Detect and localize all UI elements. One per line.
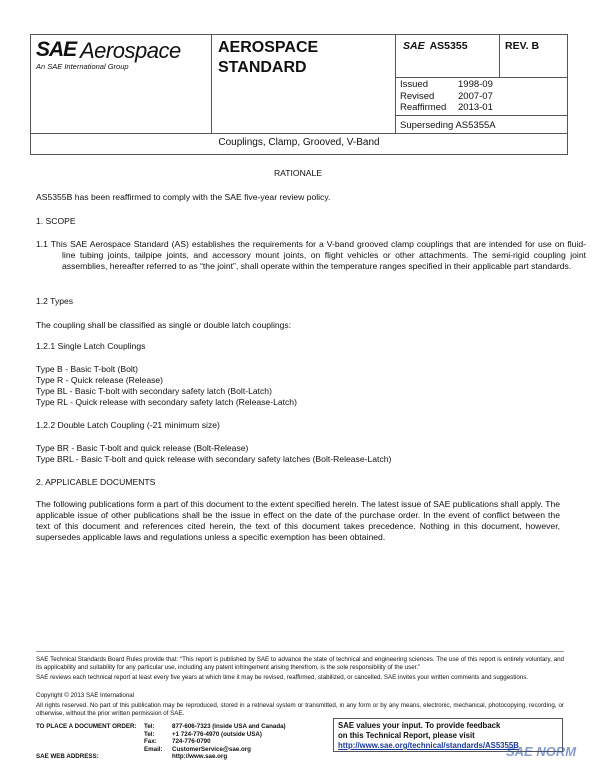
types-heading: 1.2 Types: [36, 296, 74, 306]
double-latch-list: [36, 443, 560, 465]
single-latch-heading: 1.2.1 Single Latch Couplings: [36, 341, 146, 351]
email-link[interactable]: CustomerService@sae.org: [172, 745, 251, 753]
double-latch-heading: 1.2.2 Double Latch Coupling (-21 minimum size): [36, 420, 220, 430]
copyright: Copyright © 2013 SAE International: [36, 692, 135, 699]
applicable-heading: 2. APPLICABLE DOCUMENTS: [36, 477, 156, 487]
watermark: SAE NORM: [506, 744, 577, 759]
types-text: The coupling shall be classified as single or double latch couplings:: [36, 320, 292, 330]
scope-paragraph: 1.1 This SAE Aerospace Standard (AS) establishes the requirements for a V-band grooved clamp couplings that are intended for use on fluid-line tubing joints, tailpipe joints, and accessory mount joints, on flight vehicles or other attachments. The semi-rigid coupling joint assemblies, hereafter referred to as “the joint”, shall operate within the temperature ranges specified in their applicable part standards.: [36, 239, 586, 271]
logo-subtitle: An SAE International Group: [36, 62, 129, 71]
order-contact: TO PLACE A DOCUMENT ORDER: Tel: 877-606-7323 (inside USA and Canada) Tel: +1 724-776-4970 (outside USA) Fax: 724-776-0790 Email: CustomerService@sae.org SAE WEB ADDRESS: http://www.sae.org: [36, 723, 286, 761]
rights-note: All rights reserved. No part of this publication may be reproduced, stored in a retrieval system or transmitted, in any form or by any means, electronic, mechanical, photocopying, recording, or otherwise, without the prior written permission of SAE.: [36, 702, 564, 717]
footer-divider: [36, 651, 564, 652]
logo-sae: SAE: [36, 38, 77, 61]
list-item: Type B - Basic T-bolt (Bolt): [36, 364, 139, 374]
revision-label: REV. B: [505, 40, 540, 52]
superseding-note: Superseding AS5355A: [400, 120, 496, 131]
board-rules: SAE Technical Standards Board Rules provide that: “This report is published by SAE to advance the state of technical and engineering sciences. The use of this report is entirely voluntary, and its applicability and suitability for any particular use, including any patent infringement arising therefrom, is the sole responsibility of the user.”: [36, 656, 564, 671]
document-title: Couplings, Clamp, Grooved, V-Band: [30, 132, 568, 155]
standard-type: AEROSPACE STANDARD: [218, 39, 319, 76]
rationale-heading: RATIONALE: [273, 168, 323, 178]
list-item: Type RL - Quick release with secondary safety latch (Release-Latch): [36, 397, 297, 407]
document-dates: Issued 1998-09 Revised 2007-07 Reaffirmed 2013-01: [400, 79, 493, 113]
sae-mini-logo: SAE: [403, 40, 425, 52]
review-note: SAE reviews each technical report at least every five years at which time it may be revised, reaffirmed, stabilized, or cancelled. SAE invites your written comments and suggestions.: [36, 674, 529, 681]
list-item: Type BL - Basic T-bolt with secondary safety latch (Bolt-Latch): [36, 386, 272, 396]
logo-aerospace: Aerospace: [80, 38, 181, 63]
web-link[interactable]: http://www.sae.org: [172, 753, 228, 761]
scope-heading: 1. SCOPE: [36, 216, 76, 226]
single-latch-list: [36, 364, 560, 408]
rationale-text: AS5355B has been reaffirmed to comply with the SAE five-year review policy.: [36, 192, 331, 202]
list-item: Type R - Quick release (Release): [36, 375, 164, 385]
feedback-box: SAE values your input. To provide feedback on this Technical Report, please visit http://www.sae.org/technical/standards/AS5355B: [333, 718, 563, 752]
feedback-link[interactable]: http://www.sae.org/technical/standards/AS5355B: [338, 741, 519, 750]
applicable-paragraph: The following publications form a part of this document to the extent specified herein. The latest issue of SAE publications shall apply. The applicable issue of other publications shall be the issue in effect on the date of the purchase order. In the event of conflict between the text of this document and references cited herein, the text of this document takes precedence. Nothing in this document, however, supersedes applicable laws and regulations unless a specific exemption has been obtained.: [36, 499, 560, 542]
document-number: SAE AS5355: [403, 40, 468, 52]
list-item: Type BRL - Basic T-bolt and quick release with secondary safety latches (Bolt-Release-Latch): [36, 454, 392, 464]
list-item: Type BR - Basic T-bolt and quick release (Bolt-Release): [36, 443, 249, 453]
